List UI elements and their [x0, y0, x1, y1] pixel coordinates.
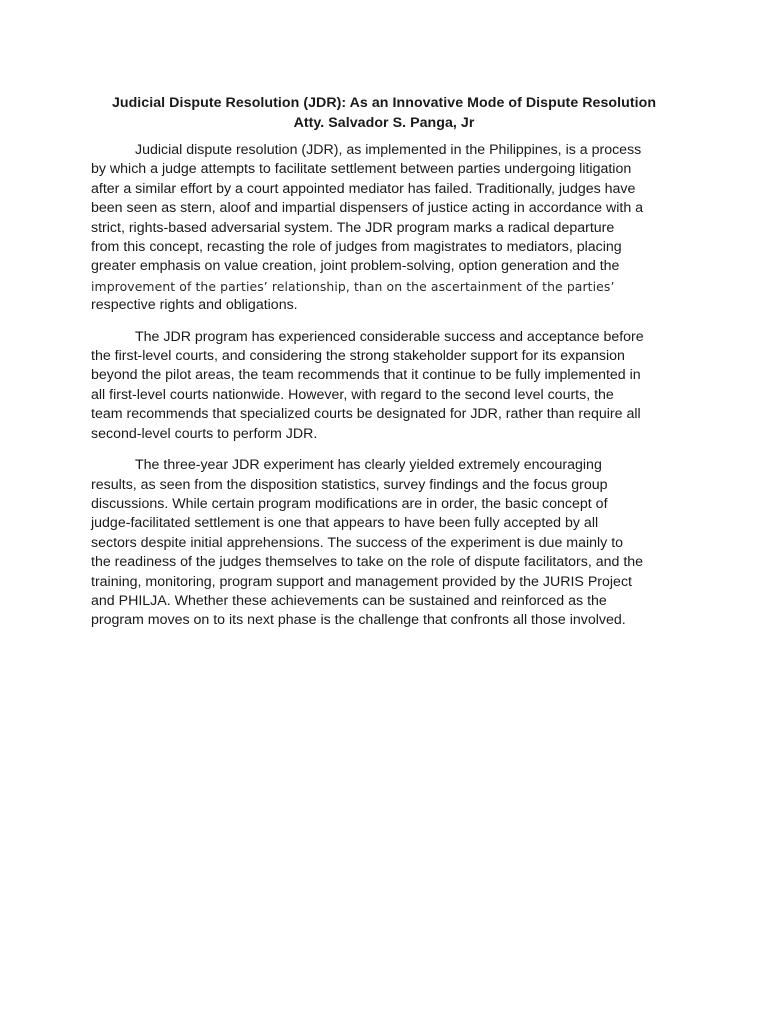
- paragraph-2: [91, 328, 691, 444]
- paragraph-line: after a similar effort by a court appointed mediator has failed. Traditionally, judges have: [91, 180, 636, 197]
- paragraph-line: been seen as stern, aloof and impartial dispensers of justice acting in accordance with a: [91, 200, 644, 217]
- paragraph-line: from this concept, recasting the role of judges from magistrates to mediators, placing: [91, 239, 622, 256]
- paragraph-line: The three-year JDR experiment has clearly yielded extremely encouraging: [135, 457, 602, 474]
- paragraph-line: training, monitoring, program support and management provided by the JURIS Project: [91, 573, 632, 590]
- paragraph-line: second-level courts to perform JDR.: [91, 425, 318, 442]
- paragraph-line: Judicial dispute resolution (JDR), as implemented in the Philippines, is a process: [135, 142, 642, 158]
- paragraph-1: [91, 141, 691, 316]
- paragraph-line: team recommends that specialized courts be designated for JDR, rather than require all: [91, 406, 641, 423]
- paragraph-line: judge-facilitated settlement is one that appears to have been fully accepted by all: [91, 515, 599, 532]
- document-body: [91, 141, 691, 643]
- document-author: Atty. Salvador S. Panga, Jr: [293, 115, 475, 131]
- document-title: Judicial Dispute Resolution (JDR): As an Innovative Mode of Dispute Resolution: [111, 95, 657, 111]
- paragraph-line: improvement of the parties’ relationship, than on the ascertainment of the parties’: [91, 278, 615, 294]
- paragraph-line: discussions. While certain program modifications are in order, the basic concept of: [91, 495, 608, 512]
- paragraph-line: respective rights and obligations.: [91, 297, 298, 314]
- paragraph-3: [91, 456, 691, 631]
- paragraph-line: by which a judge attempts to facilitate settlement between parties undergoing litigation: [91, 161, 632, 178]
- paragraph-line: The JDR program has experienced considerable success and acceptance before: [135, 328, 644, 345]
- document-header: [60, 93, 708, 133]
- paragraph-line: and PHILJA. Whether these achievements can be sustained and reinforced as the: [91, 592, 607, 609]
- paragraph-line: sectors despite initial apprehensions. The success of the experiment is due mainly to: [91, 534, 624, 551]
- paragraph-line: strict, rights-based adversarial system. The JDR program marks a radical departure: [91, 219, 615, 236]
- paragraph-line: beyond the pilot areas, the team recommends that it continue to be fully implemented in: [91, 367, 641, 384]
- paragraph-line: the readiness of the judges themselves to take on the role of dispute facilitators, and the: [91, 554, 644, 571]
- paragraph-line: greater emphasis on value creation, joint problem-solving, option generation and the: [91, 258, 620, 275]
- paragraph-line: results, as seen from the disposition statistics, survey findings and the focus group: [91, 476, 608, 493]
- paragraph-line: the first-level courts, and considering the strong stakeholder support for its expansion: [91, 348, 625, 365]
- paragraph-line: all first-level courts nationwide. However, with regard to the second level courts, the: [91, 386, 614, 403]
- paragraph-line: program moves on to its next phase is the challenge that confronts all those involved.: [91, 612, 626, 629]
